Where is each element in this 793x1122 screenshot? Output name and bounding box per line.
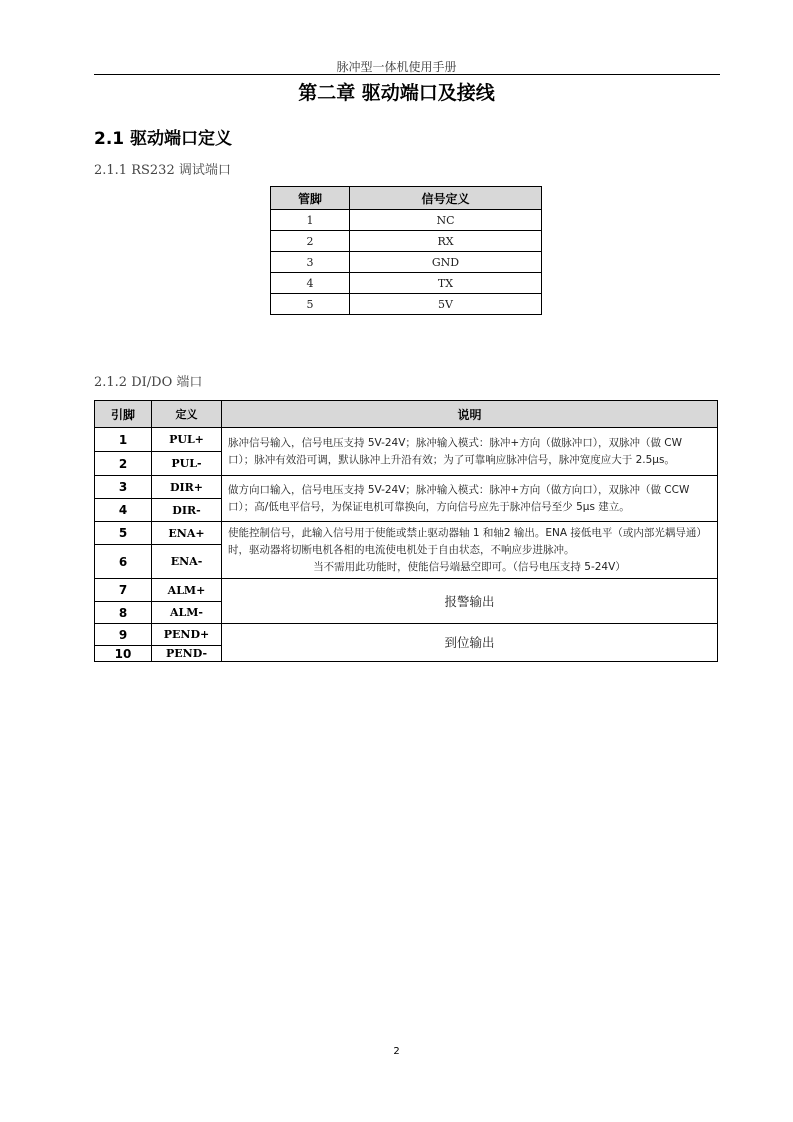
page-number: 2 bbox=[393, 1046, 400, 1057]
dido-heading: 2.1.2 DI/DO 端口 bbox=[94, 375, 203, 390]
table-row bbox=[95, 624, 718, 646]
table-row bbox=[271, 294, 542, 315]
dido-def: ENA+ bbox=[152, 522, 222, 545]
rs232-signal: 5V bbox=[350, 294, 542, 315]
chapter-title: 第二章 驱动端口及接线 bbox=[298, 82, 495, 104]
section-title: 2.1 驱动端口定义 bbox=[94, 129, 233, 149]
rs232-heading: 2.1.1 RS232 调试端口 bbox=[94, 163, 231, 178]
ena-description bbox=[222, 522, 718, 579]
dido-pin: 1 bbox=[95, 428, 152, 452]
rs232-signal: TX bbox=[350, 273, 542, 294]
table-row bbox=[271, 273, 542, 294]
dido-def: DIR+ bbox=[152, 476, 222, 499]
pend-description: 到位输出 bbox=[222, 624, 718, 662]
dido-col-def: 定义 bbox=[152, 401, 222, 428]
table-row bbox=[95, 428, 718, 452]
rs232-signal: GND bbox=[350, 252, 542, 273]
rs232-pin: 1 bbox=[271, 210, 350, 231]
dido-table bbox=[94, 400, 718, 662]
dido-pin: 9 bbox=[95, 624, 152, 646]
rs232-signal: RX bbox=[350, 231, 542, 252]
dido-pin: 6 bbox=[95, 545, 152, 579]
rs232-table bbox=[270, 186, 542, 315]
rs232-col-pin: 管脚 bbox=[271, 187, 350, 210]
table-row bbox=[95, 476, 718, 499]
dido-pin: 8 bbox=[95, 602, 152, 624]
dido-def: ALM+ bbox=[152, 579, 222, 602]
table-row bbox=[271, 231, 542, 252]
rs232-col-signal: 信号定义 bbox=[350, 187, 542, 210]
table-row bbox=[95, 522, 718, 545]
dido-col-pin: 引脚 bbox=[95, 401, 152, 428]
table-row bbox=[271, 210, 542, 231]
dido-def: PEND- bbox=[152, 646, 222, 662]
rs232-pin: 4 bbox=[271, 273, 350, 294]
ena-description-note: 当不需用此功能时，使能信号端悬空即可。（信号电压支持 5-24V） bbox=[313, 560, 626, 573]
alm-description: 报警输出 bbox=[222, 579, 718, 624]
dido-pin: 3 bbox=[95, 476, 152, 499]
dido-pin: 4 bbox=[95, 499, 152, 522]
header-rule bbox=[94, 74, 720, 75]
dido-pin: 7 bbox=[95, 579, 152, 602]
rs232-header-row bbox=[271, 187, 542, 210]
dido-def: ALM- bbox=[152, 602, 222, 624]
table-row bbox=[95, 579, 718, 602]
dir-description: 做方向口输入，信号电压支持 5V-24V；脉冲输入模式：脉冲+方向（做方向口），双脉冲（做 CCW 口）；高/低电平信号，为保证电机可靠换向，方向信号应先于脉冲信号至少 5μs 建立。 bbox=[222, 476, 718, 522]
dido-def: ENA- bbox=[152, 545, 222, 579]
dido-def: PUL+ bbox=[152, 428, 222, 452]
dido-col-desc: 说明 bbox=[222, 401, 718, 428]
dido-def: PEND+ bbox=[152, 624, 222, 646]
page-header: 脉冲型一体机使用手册 bbox=[336, 60, 457, 74]
table-row bbox=[271, 252, 542, 273]
dido-header-row bbox=[95, 401, 718, 428]
dido-pin: 10 bbox=[95, 646, 152, 662]
dido-pin: 5 bbox=[95, 522, 152, 545]
dido-def: DIR- bbox=[152, 499, 222, 522]
rs232-pin: 3 bbox=[271, 252, 350, 273]
rs232-pin: 5 bbox=[271, 294, 350, 315]
rs232-pin: 2 bbox=[271, 231, 350, 252]
pul-description: 脉冲信号输入，信号电压支持 5V-24V；脉冲输入模式：脉冲+方向（做脉冲口），双脉冲（做 CW 口）；脉冲有效沿可调，默认脉冲上升沿有效；为了可靠响应脉冲信号，脉冲宽度应大于 2.5μs。 bbox=[222, 428, 718, 476]
rs232-signal: NC bbox=[350, 210, 542, 231]
dido-def: PUL- bbox=[152, 452, 222, 476]
dido-pin: 2 bbox=[95, 452, 152, 476]
ena-description-main: 使能控制信号，此输入信号用于使能或禁止驱动器轴 1 和轴2 输出。ENA 接低电平（或内部光耦导通）时，驱动器将切断电机各相的电流使电机处于自由状态，不响应步进脉冲。 bbox=[228, 526, 707, 556]
